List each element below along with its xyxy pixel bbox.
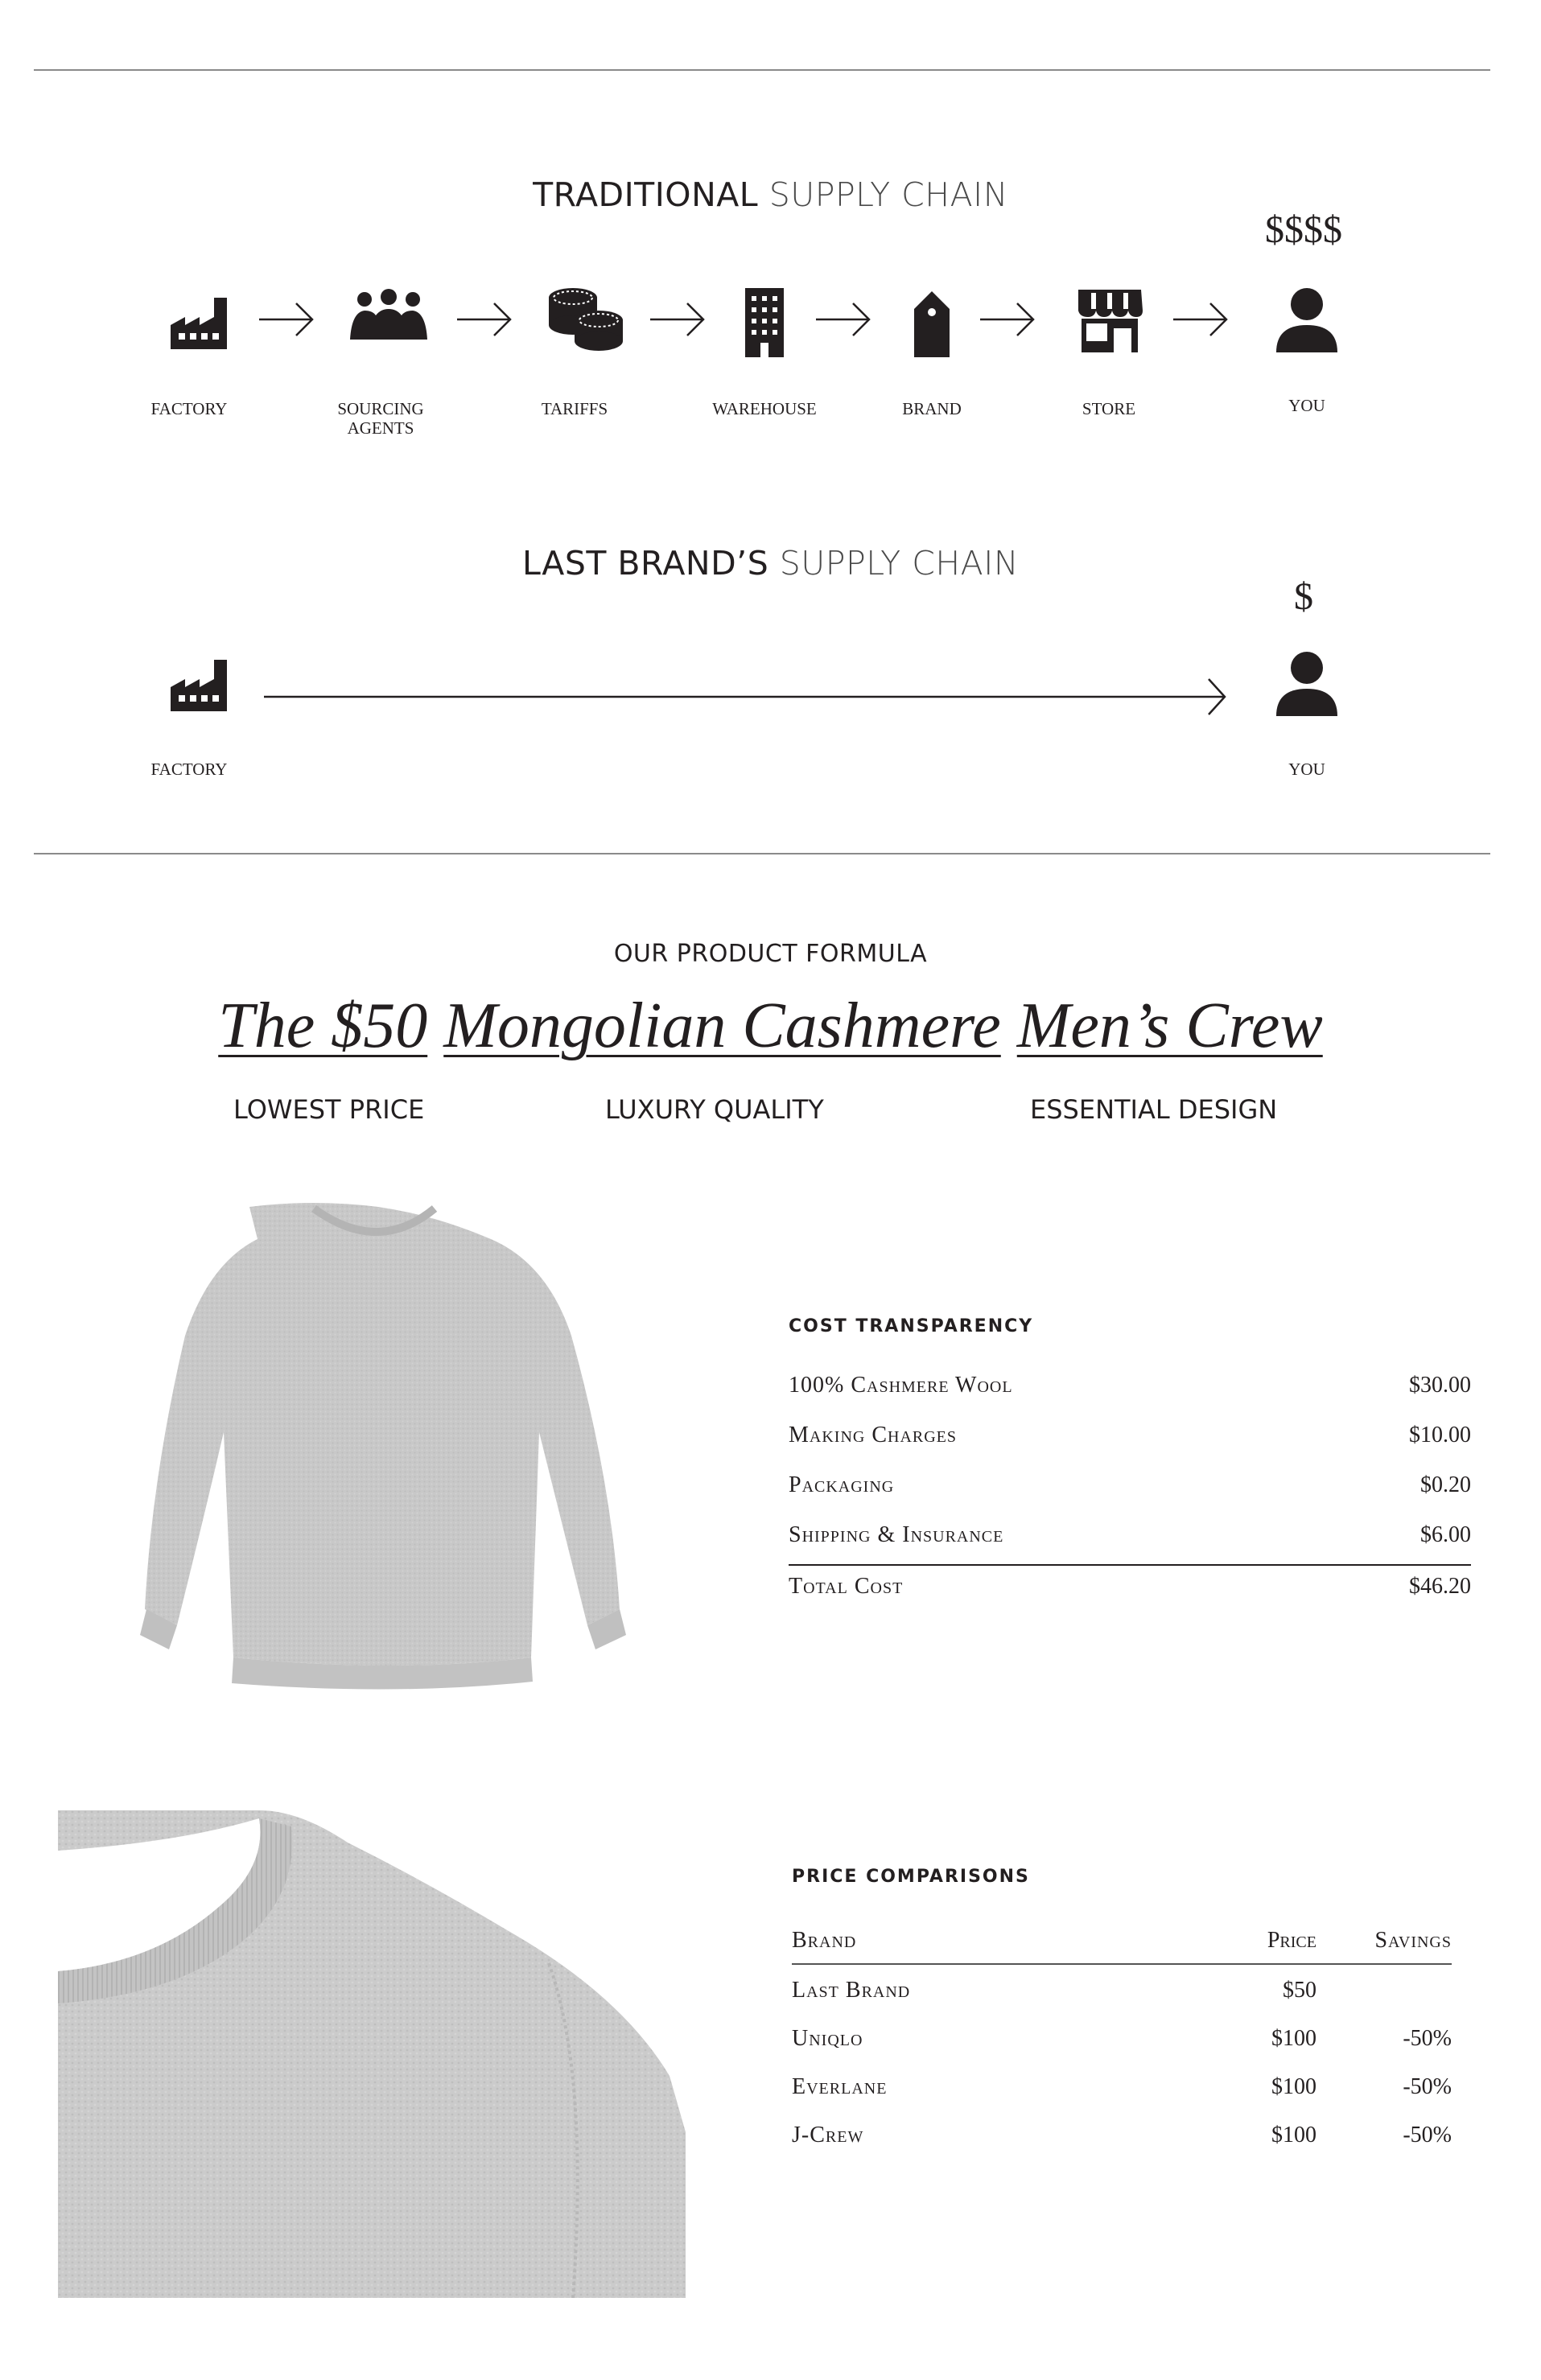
node-label-you: YOU xyxy=(1288,396,1325,415)
top-divider xyxy=(34,69,1490,71)
compare-row-price: $100 xyxy=(1271,2074,1316,2099)
cost-total-divider xyxy=(789,1564,1471,1566)
cost-row-label: 100% Cashmere Wool xyxy=(789,1373,1013,1398)
arrow-icon xyxy=(814,299,872,340)
cost-row xyxy=(789,1522,1471,1550)
person-icon xyxy=(1275,286,1339,354)
lastbrand-title-light: SUPPLY CHAIN xyxy=(779,544,1019,583)
arrow-icon xyxy=(1172,299,1230,340)
cost-row-label: Packaging xyxy=(789,1472,895,1497)
cost-row-value: $30.00 xyxy=(1409,1373,1471,1398)
pillar-luxury-quality: LUXURY QUALITY xyxy=(605,1094,824,1125)
factory-icon xyxy=(169,293,230,351)
person-icon xyxy=(1275,650,1339,718)
headline-price: The $50 xyxy=(218,990,428,1061)
traditional-title-strong: TRADITIONAL xyxy=(533,175,759,214)
lastbrand-title-strong: LAST BRAND’S xyxy=(521,544,769,583)
compare-row-price: $100 xyxy=(1271,2123,1316,2147)
cost-row xyxy=(789,1423,1471,1450)
node-label-warehouse: WAREHOUSE xyxy=(712,399,817,418)
compare-row-brand: Uniqlo xyxy=(792,2026,863,2051)
sweater-photo xyxy=(56,1191,700,1706)
compare-row xyxy=(792,2026,1452,2053)
compare-row-savings: -50% xyxy=(1403,2123,1452,2147)
cost-total-label: Total Cost xyxy=(789,1574,904,1599)
node-label-sourcing-agents: SOURCING AGENTS xyxy=(337,399,424,438)
compare-row-brand: J-Crew xyxy=(792,2123,864,2147)
store-icon xyxy=(1075,286,1144,354)
cost-row xyxy=(789,1472,1471,1500)
cost-table-title: COST TRANSPARENCY xyxy=(789,1316,1034,1336)
compare-table-title: PRICE COMPARISONS xyxy=(792,1867,1030,1887)
cost-row xyxy=(789,1373,1471,1400)
compare-row xyxy=(792,1978,1452,2005)
compare-header-brand: Brand xyxy=(792,1928,857,1953)
section-divider xyxy=(34,853,1490,854)
node-label-tariffs: TARIFFS xyxy=(541,399,608,418)
long-arrow-icon xyxy=(262,674,1228,719)
building-icon xyxy=(742,286,787,359)
node-label-you-direct: YOU xyxy=(1288,760,1325,779)
cost-total-row xyxy=(789,1574,1471,1601)
traditional-price: $$$$ xyxy=(1265,208,1342,251)
product-headline xyxy=(0,990,1541,1063)
node-label-factory-direct: FACTORY xyxy=(150,760,228,779)
compare-header-row xyxy=(792,1928,1452,1955)
compare-header-price: Price xyxy=(1267,1928,1316,1953)
cost-row-label: Shipping & Insurance xyxy=(789,1522,1004,1547)
factory-icon xyxy=(169,655,230,713)
cost-row-value: $10.00 xyxy=(1409,1423,1471,1447)
compare-row-price: $100 xyxy=(1271,2026,1316,2051)
node-label-factory: FACTORY xyxy=(150,399,228,418)
pillar-essential-design: ESSENTIAL DESIGN xyxy=(1030,1094,1278,1125)
pillar-lowest-price: LOWEST PRICE xyxy=(233,1094,425,1125)
people-group-icon xyxy=(348,288,429,346)
cost-row-value: $0.20 xyxy=(1420,1472,1471,1497)
arrow-icon xyxy=(455,299,513,340)
compare-row xyxy=(792,2123,1452,2150)
sweater-closeup-photo xyxy=(58,1810,686,2298)
headline-material: Mongolian Cashmere xyxy=(443,990,1001,1061)
price-tag-icon xyxy=(913,290,951,359)
node-label-store: STORE xyxy=(1082,399,1136,418)
compare-row-savings: -50% xyxy=(1403,2074,1452,2099)
lastbrand-price: $ xyxy=(1294,575,1313,618)
formula-kicker: OUR PRODUCT FORMULA xyxy=(613,940,928,968)
cost-row-label: Making Charges xyxy=(789,1423,958,1447)
node-label-brand: BRAND xyxy=(902,399,962,418)
compare-row-brand: Last Brand xyxy=(792,1978,911,2003)
headline-style: Men’s Crew xyxy=(1016,990,1323,1061)
coins-icon xyxy=(544,282,628,356)
compare-row-savings: -50% xyxy=(1403,2026,1452,2051)
cost-total-value: $46.20 xyxy=(1409,1574,1471,1599)
arrow-icon xyxy=(258,299,315,340)
compare-header-savings: Savings xyxy=(1374,1928,1452,1953)
arrow-icon xyxy=(649,299,707,340)
compare-row-price: $50 xyxy=(1283,1978,1316,2003)
compare-row-brand: Everlane xyxy=(792,2074,888,2099)
traditional-title-light: SUPPLY CHAIN xyxy=(768,175,1008,214)
cost-row-value: $6.00 xyxy=(1420,1522,1471,1547)
arrow-icon xyxy=(979,299,1036,340)
compare-row xyxy=(792,2074,1452,2102)
compare-header-divider xyxy=(792,1963,1452,1965)
